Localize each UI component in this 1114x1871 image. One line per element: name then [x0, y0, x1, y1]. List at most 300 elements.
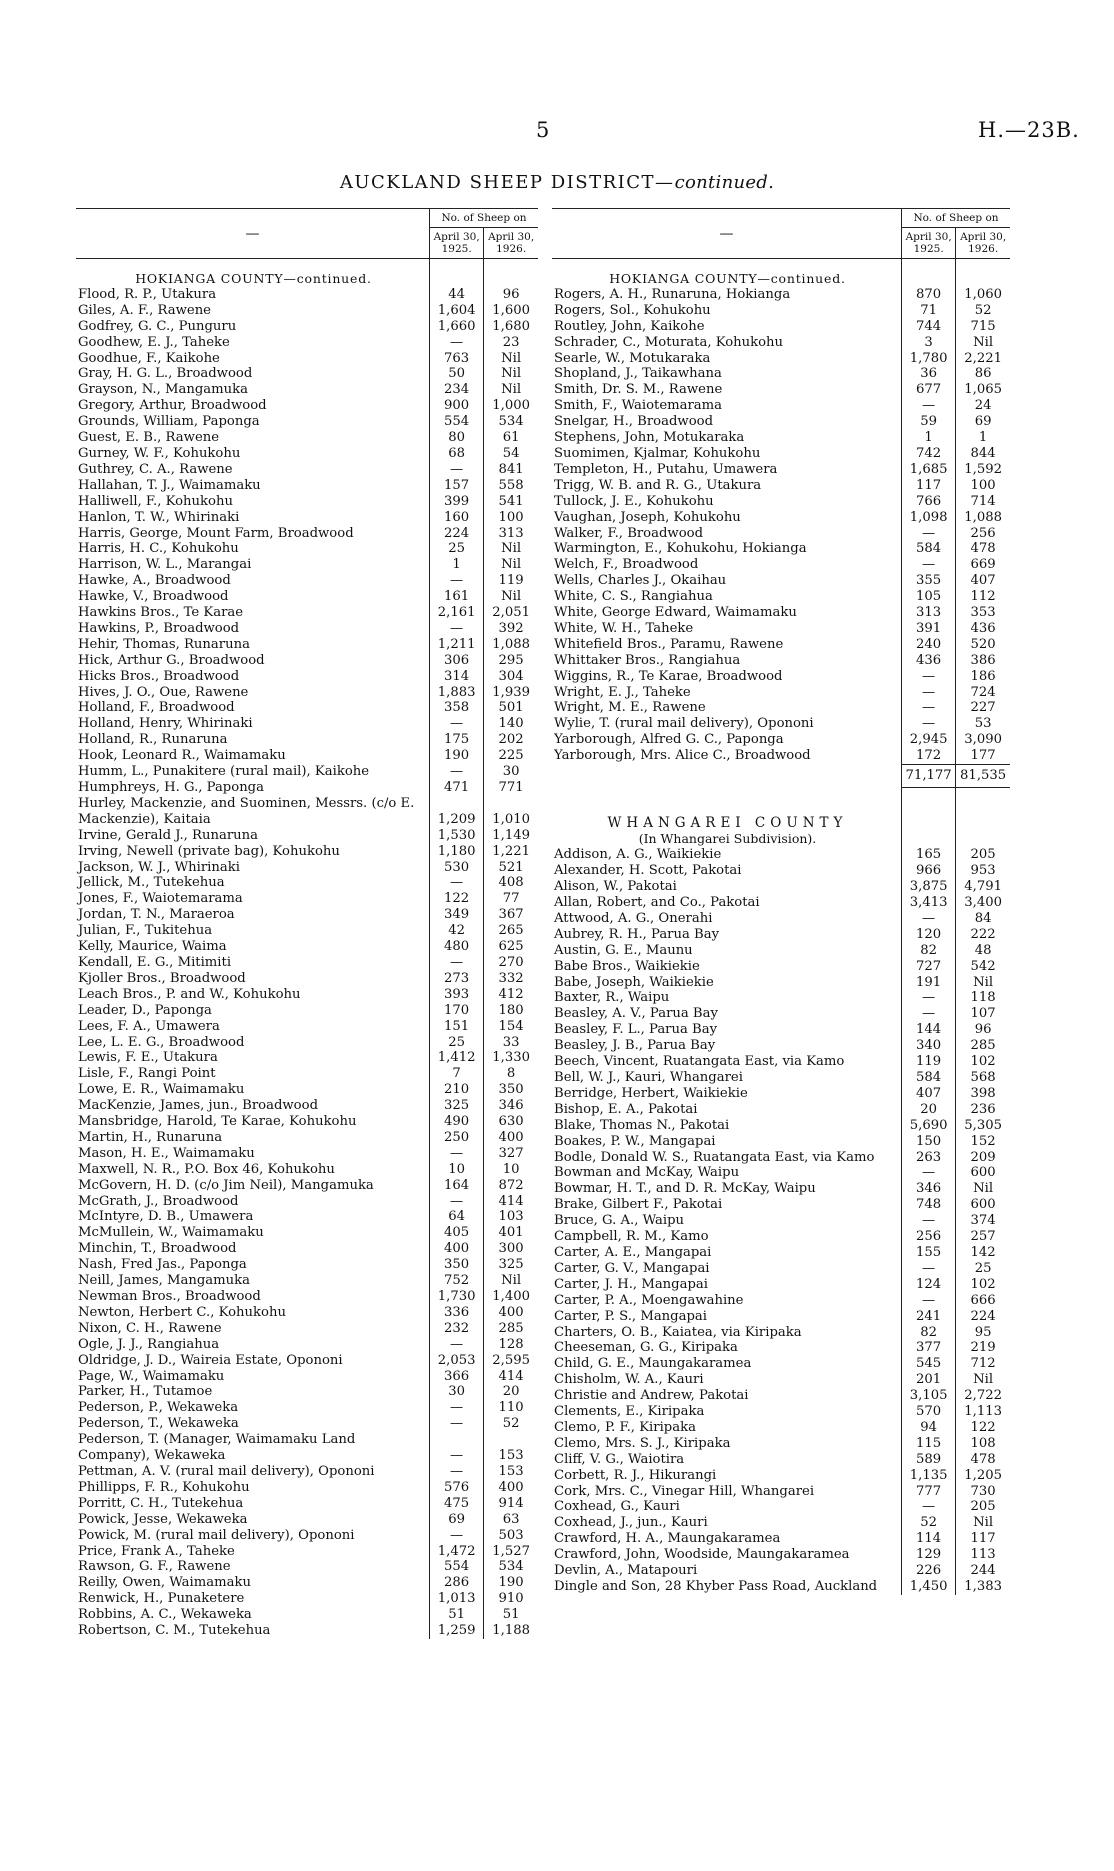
table-row	[552, 1309, 1010, 1325]
holder-name: White, George Edward, Waimamaku	[554, 605, 797, 621]
holder-name: Dingle and Son, 28 Khyber Pass Road, Auckland	[554, 1579, 878, 1594]
sheep-1925: 1,883	[430, 685, 484, 701]
sheep-1926: 350	[484, 1082, 538, 1098]
table-row	[76, 1130, 538, 1146]
holder-name: Crawford, H. A., Maungakaramea	[554, 1531, 781, 1547]
sheep-1925: 2,053	[430, 1353, 484, 1369]
table-row	[552, 927, 1010, 943]
sheep-1926: 1,088	[956, 510, 1010, 526]
holder-name: Hanlon, T. W., Whirinaki	[78, 509, 240, 525]
sheep-1926: 54	[484, 446, 538, 462]
table-row	[552, 943, 1010, 959]
holder-name: McGovern, H. D. (c/o Jim Neil), Mangamuka	[78, 1177, 374, 1193]
sheep-1925: 20	[902, 1102, 956, 1118]
holder-name: Reilly, Owen, Waimamaku	[78, 1575, 251, 1591]
right-column	[552, 208, 1010, 1595]
sheep-1925: 165	[902, 847, 956, 863]
sheep-1925: —	[902, 990, 956, 1006]
table-row	[552, 605, 1010, 621]
sheep-1925: 234	[430, 382, 484, 398]
sheep-1926: 285	[956, 1038, 1010, 1054]
holder-name: Goodhew, E. J., Taheke	[78, 334, 230, 350]
holder-name: Newman Bros., Broadwood	[78, 1289, 261, 1304]
holder-name: Price, Frank A., Taheke	[78, 1543, 235, 1559]
sheep-1926: 730	[956, 1484, 1010, 1500]
holder-name: Mansbridge, Harold, Te Karae, Kohukohu	[78, 1114, 357, 1130]
sheep-1926: 96	[484, 287, 538, 303]
table-row	[552, 335, 1010, 351]
table-row	[76, 1337, 538, 1353]
table-row	[76, 1496, 538, 1512]
table-row	[76, 1480, 538, 1496]
sheep-1925: —	[902, 911, 956, 927]
sheep-1926: 244	[956, 1563, 1010, 1579]
sheep-1926: 23	[484, 335, 538, 351]
column-dash: —	[76, 209, 430, 259]
table-row	[76, 796, 538, 828]
subdivision-note: (In Whangarei Subdivision).	[638, 831, 817, 847]
holder-name: Kendall, E. G., Mitimiti	[78, 954, 232, 970]
sheep-1926: Nil	[484, 351, 538, 367]
table-row	[552, 637, 1010, 653]
sheep-1926: Nil	[956, 1372, 1010, 1388]
sheep-1925: 71	[902, 303, 956, 319]
sheep-1925: 1,211	[430, 637, 484, 653]
holder-name: Addison, A. G., Waikiekie	[554, 847, 722, 863]
sheep-1925: 766	[902, 494, 956, 510]
sheep-1926: 400	[484, 1130, 538, 1146]
sheep-1926: 227	[956, 700, 1010, 716]
sheep-count-heading: No. of Sheep on	[430, 209, 539, 228]
sheep-1925: 150	[902, 1134, 956, 1150]
sheep-1925: 161	[430, 589, 484, 605]
holder-name: Boakes, P. W., Mangapai	[554, 1133, 716, 1149]
holder-name: Clements, E., Kiripaka	[554, 1404, 705, 1420]
sheep-1925: —	[430, 764, 484, 780]
sheep-1926: 84	[956, 911, 1010, 927]
total-1926: 81,535	[956, 765, 1010, 788]
table-row	[76, 1066, 538, 1082]
sheep-1925: 172	[902, 748, 956, 764]
table-row	[76, 1623, 538, 1639]
table-row	[76, 907, 538, 923]
table-row	[552, 510, 1010, 526]
sheep-1925: 475	[430, 1496, 484, 1512]
sheep-1925: 155	[902, 1245, 956, 1261]
sheep-1926: 414	[484, 1369, 538, 1385]
sheep-1926: 1,939	[484, 685, 538, 701]
sheep-1925: 3,413	[902, 895, 956, 911]
table-row	[76, 923, 538, 939]
table-row	[76, 414, 538, 430]
holder-name: Carter, G. V., Mangapai	[554, 1260, 710, 1276]
sheep-1925: —	[902, 1165, 956, 1181]
sheep-1925: —	[902, 557, 956, 573]
table-row	[76, 446, 538, 462]
holder-name: Schrader, C., Moturata, Kohukohu	[554, 334, 784, 350]
holder-name: Crawford, John, Woodside, Maungakaramea	[554, 1547, 850, 1563]
table-row	[552, 287, 1010, 303]
sheep-1925: 346	[902, 1181, 956, 1197]
sheep-1925: 744	[902, 319, 956, 335]
sheep-1925: 870	[902, 287, 956, 303]
table-row	[76, 891, 538, 907]
table-row	[552, 669, 1010, 685]
sheep-1925: 570	[902, 1404, 956, 1420]
sheep-1926: 20	[484, 1384, 538, 1400]
sheep-1926: 128	[484, 1337, 538, 1353]
sheep-1925: —	[902, 526, 956, 542]
sheep-1926: 325	[484, 1257, 538, 1273]
sheep-1925: 201	[902, 1372, 956, 1388]
sheep-1925: 68	[430, 446, 484, 462]
holder-name: Hawkins Bros., Te Karae	[78, 605, 244, 621]
sheep-1925: 1,135	[902, 1468, 956, 1484]
sheep-1925: 1,412	[430, 1050, 484, 1066]
table-row	[76, 462, 538, 478]
sheep-1925: 3,875	[902, 879, 956, 895]
holder-name: Harris, George, Mount Farm, Broadwood	[78, 525, 354, 541]
county-total-row	[552, 765, 1010, 788]
sheep-1925: 5,690	[902, 1118, 956, 1134]
sheep-1925: —	[430, 1432, 484, 1464]
sheep-1925: —	[430, 1416, 484, 1432]
holder-name: Grounds, William, Paponga	[78, 414, 260, 430]
table-row	[76, 860, 538, 876]
report-reference: H.—23B.	[978, 118, 1080, 142]
sheep-1925: 44	[430, 287, 484, 303]
table-row	[76, 939, 538, 955]
holder-name: Rogers, A. H., Runaruna, Hokianga	[554, 286, 791, 302]
holder-name: Bowman and McKay, Waipu	[554, 1165, 740, 1181]
sheep-1926: 844	[956, 446, 1010, 462]
sheep-1926: 400	[484, 1305, 538, 1321]
sheep-1925: —	[902, 685, 956, 701]
holder-name: Carter, P. A., Moengawahine	[554, 1292, 744, 1308]
sheep-1925: 1,660	[430, 319, 484, 335]
table-row	[552, 1006, 1010, 1022]
table-row	[76, 1544, 538, 1560]
holder-name: MacKenzie, James, jun., Broadwood	[78, 1098, 319, 1114]
sheep-1925: 313	[902, 605, 956, 621]
sheep-1925: 52	[902, 1515, 956, 1531]
table-row	[552, 1277, 1010, 1293]
table-row	[76, 621, 538, 637]
sheep-1926: 100	[484, 510, 538, 526]
sheep-1925: 530	[430, 860, 484, 876]
sheep-1925: 64	[430, 1209, 484, 1225]
sheep-1926: 77	[484, 891, 538, 907]
holder-name: Routley, John, Kaikohe	[554, 318, 705, 334]
holder-name: Hawke, A., Broadwood	[78, 573, 231, 589]
sheep-1926: 154	[484, 1019, 538, 1035]
table-row	[552, 573, 1010, 589]
holder-name: Warmington, E., Kohukohu, Hokianga	[554, 541, 807, 557]
sheep-1926: 1,113	[956, 1404, 1010, 1420]
sheep-1925: 36	[902, 366, 956, 382]
sheep-1925: 1,098	[902, 510, 956, 526]
holder-name: Whittaker Bros., Rangiahua	[554, 652, 741, 668]
sheep-1926: 122	[956, 1420, 1010, 1436]
sheep-1926: 25	[956, 1261, 1010, 1277]
sheep-1925: 350	[430, 1257, 484, 1273]
table-row	[552, 1070, 1010, 1086]
title-continued: continued.	[674, 172, 775, 193]
holder-name: Gregory, Arthur, Broadwood	[78, 398, 267, 414]
holder-name: Beech, Vincent, Ruatangata East, via Kamo	[554, 1054, 845, 1070]
holder-name: Suomimen, Kjalmar, Kohukohu	[554, 445, 761, 461]
holder-name: Powick, Jesse, Wekaweka	[78, 1511, 248, 1527]
table-row	[552, 847, 1010, 863]
table-row	[552, 446, 1010, 462]
sheep-1926: 177	[956, 748, 1010, 764]
total-1925: 71,177	[902, 765, 956, 788]
column-1925-heading: April 30, 1925.	[902, 228, 956, 259]
holder-name: Alexander, H. Scott, Pakotai	[554, 863, 742, 879]
table-row	[76, 1098, 538, 1114]
sheep-1925: 241	[902, 1309, 956, 1325]
holder-name: Hawke, V., Broadwood	[78, 589, 229, 605]
table-row	[76, 351, 538, 367]
sheep-1926: 95	[956, 1325, 1010, 1341]
sheep-1926: 1	[956, 430, 1010, 446]
table-row	[76, 589, 538, 605]
sheep-1926: 1,010	[484, 796, 538, 828]
table-row	[552, 1499, 1010, 1515]
holder-name: Renwick, H., Punaketere	[78, 1591, 245, 1607]
sheep-1925: —	[430, 716, 484, 732]
holder-name: Gurney, W. F., Kohukohu	[78, 445, 241, 461]
holder-name: White, C. S., Rangiahua	[554, 589, 713, 605]
sheep-1926: 225	[484, 748, 538, 764]
sheep-1925: 576	[430, 1480, 484, 1496]
table-row	[76, 382, 538, 398]
table-row	[76, 637, 538, 653]
holder-name: Hick, Arthur G., Broadwood	[78, 652, 265, 668]
sheep-1926: 119	[484, 573, 538, 589]
holder-name: Mason, H. E., Waimamaku	[78, 1145, 255, 1161]
sheep-1925: 900	[430, 398, 484, 414]
table-row	[76, 1353, 538, 1369]
sheep-1925: 554	[430, 1559, 484, 1575]
sheep-1925: 545	[902, 1356, 956, 1372]
sheep-1925: —	[430, 875, 484, 891]
sheep-1926: 558	[484, 478, 538, 494]
holder-name: Harris, H. C., Kohukohu	[78, 541, 239, 557]
sheep-1925: 366	[430, 1369, 484, 1385]
holder-name: Newton, Herbert C., Kohukohu	[78, 1304, 286, 1320]
sheep-1925: 105	[902, 589, 956, 605]
holder-name: Hallahan, T. J., Waimamaku	[78, 477, 261, 493]
sheep-1925: 25	[430, 1035, 484, 1051]
sheep-1926: Nil	[956, 335, 1010, 351]
sheep-1926: 600	[956, 1197, 1010, 1213]
sheep-1926: 52	[956, 303, 1010, 319]
table-row	[76, 971, 538, 987]
table-row	[552, 494, 1010, 510]
table-row	[552, 911, 1010, 927]
sheep-1925: 42	[430, 923, 484, 939]
holder-name: Carter, A. E., Mangapai	[554, 1244, 712, 1260]
sheep-1926: 265	[484, 923, 538, 939]
sheep-1926: 153	[484, 1432, 538, 1464]
sheep-1926: 841	[484, 462, 538, 478]
table-row	[76, 1082, 538, 1098]
sheep-1926: 478	[956, 541, 1010, 557]
sheep-1926: 386	[956, 653, 1010, 669]
holder-name: White, W. H., Taheke	[554, 620, 694, 636]
sheep-1925: 117	[902, 478, 956, 494]
holder-name: Powick, M. (rural mail delivery), Opononi	[78, 1527, 355, 1543]
sheep-1925: 677	[902, 382, 956, 398]
sheep-1925: 1,604	[430, 303, 484, 319]
sheep-1926: 534	[484, 414, 538, 430]
sheep-1926: Nil	[484, 541, 538, 557]
sheep-1925: —	[430, 1464, 484, 1480]
table-row	[76, 700, 538, 716]
sheep-1926: 1,188	[484, 1623, 538, 1639]
sheep-1926: 771	[484, 780, 538, 796]
holder-name: Bowmar, H. T., and D. R. McKay, Waipu	[554, 1181, 816, 1197]
sheep-1925: 2,945	[902, 732, 956, 748]
sheep-1926: 1,383	[956, 1579, 1010, 1595]
holder-name: Carter, J. H., Mangapai	[554, 1276, 709, 1292]
sheep-1925: —	[902, 716, 956, 732]
sheep-1925: 405	[430, 1225, 484, 1241]
holder-name: Minchin, T., Broadwood	[78, 1241, 237, 1257]
sheep-1925: 144	[902, 1022, 956, 1038]
holder-name: Robbins, A. C., Wekaweka	[78, 1607, 252, 1623]
sheep-1925: —	[902, 1261, 956, 1277]
table-row	[76, 573, 538, 589]
sheep-1925: 777	[902, 1484, 956, 1500]
table-row	[552, 1484, 1010, 1500]
sheep-1925: 115	[902, 1436, 956, 1452]
sheep-1925: 250	[430, 1130, 484, 1146]
column-1926-heading: April 30, 1926.	[956, 228, 1010, 259]
sheep-1926: Nil	[956, 1515, 1010, 1531]
sheep-1925: 349	[430, 907, 484, 923]
holder-name: Giles, A. F., Rawene	[78, 302, 211, 318]
sheep-1925: 1,259	[430, 1623, 484, 1639]
sheep-1926: 304	[484, 669, 538, 685]
sheep-1925: 355	[902, 573, 956, 589]
table-row	[552, 621, 1010, 637]
sheep-1926: 186	[956, 669, 1010, 685]
sheep-1926: 103	[484, 1209, 538, 1225]
title-main: AUCKLAND SHEEP DISTRICT—	[339, 172, 675, 193]
sheep-1925: 160	[430, 510, 484, 526]
sheep-1925: —	[430, 1528, 484, 1544]
holder-name: Holland, F., Broadwood	[78, 700, 235, 716]
table-row	[552, 398, 1010, 414]
holder-name: Tullock, J. E., Kohukohu	[554, 493, 714, 509]
sheep-1925: —	[430, 621, 484, 637]
holder-name: Searle, W., Motukaraka	[554, 350, 711, 366]
holder-name: Guest, E. B., Rawene	[78, 430, 220, 446]
sheep-1925: —	[902, 398, 956, 414]
sheep-1925: 286	[430, 1575, 484, 1591]
county-heading: HOKIANGA COUNTY—continued.	[609, 271, 846, 286]
sheep-1925: —	[430, 335, 484, 351]
sheep-1925: 358	[430, 700, 484, 716]
sheep-1925: 30	[430, 1384, 484, 1400]
table-row	[76, 1257, 538, 1273]
sheep-1925: 10	[430, 1162, 484, 1178]
table-row	[76, 1114, 538, 1130]
sheep-1926: Nil	[484, 589, 538, 605]
sheep-1926: 542	[956, 959, 1010, 975]
sheep-1926: 1,221	[484, 844, 538, 860]
column-dash: —	[552, 209, 902, 259]
sheep-1925: —	[430, 573, 484, 589]
sheep-1925: 25	[430, 541, 484, 557]
sheep-1926: 190	[484, 1575, 538, 1591]
holder-name: Flood, R. P., Utakura	[78, 286, 217, 302]
holder-name: Page, W., Waimamaku	[78, 1368, 225, 1384]
holder-name: Pederson, T. (Manager, Waimamaku Land Company), Wekaweka	[78, 1432, 356, 1464]
sheep-1925: 1,209	[430, 796, 484, 828]
holder-name: Holland, R., Runaruna	[78, 732, 228, 748]
table-row	[552, 1404, 1010, 1420]
sheep-1926: 1,000	[484, 398, 538, 414]
table-row	[552, 700, 1010, 716]
holder-name: Hurley, Mackenzie, and Suominen, Messrs. (c/o E. Mackenzie), Kaitaia	[78, 795, 415, 827]
holder-name: Humm, L., Punakitere (rural mail), Kaikohe	[78, 764, 370, 780]
sheep-1925: 400	[430, 1241, 484, 1257]
sheep-1926: 953	[956, 863, 1010, 879]
sheep-1925: 471	[430, 780, 484, 796]
table-row	[76, 732, 538, 748]
sheep-1925: 742	[902, 446, 956, 462]
holder-name: Austin, G. E., Maunu	[554, 942, 693, 958]
holder-name: Kelly, Maurice, Waima	[78, 939, 227, 955]
sheep-1926: 374	[956, 1213, 1010, 1229]
sheep-1925: 377	[902, 1340, 956, 1356]
left-table-body	[76, 259, 538, 1639]
sheep-1926: 724	[956, 685, 1010, 701]
sheep-1925: 1	[430, 557, 484, 573]
sheep-1925: 226	[902, 1563, 956, 1579]
holder-name: Hicks Bros., Broadwood	[78, 668, 240, 684]
holder-name: Smith, F., Waiotemarama	[554, 398, 723, 414]
sheep-1925: 120	[902, 927, 956, 943]
sheep-1926: 503	[484, 1528, 538, 1544]
table-row	[552, 430, 1010, 446]
sheep-1925: 210	[430, 1082, 484, 1098]
sheep-1925: 1,780	[902, 351, 956, 367]
sheep-1926: 224	[956, 1309, 1010, 1325]
sheep-1926: 96	[956, 1022, 1010, 1038]
table-row	[76, 319, 538, 335]
holder-name: Irving, Newell (private bag), Kohukohu	[78, 843, 340, 859]
holder-name: Lowe, E. R., Waimamaku	[78, 1082, 245, 1098]
sheep-1925: 119	[902, 1054, 956, 1070]
table-row	[76, 1369, 538, 1385]
table-row	[552, 1468, 1010, 1484]
holder-name: Cork, Mrs. C., Vinegar Hill, Whangarei	[554, 1483, 815, 1499]
holder-name: Hook, Leonard R., Waimamaku	[78, 748, 286, 764]
sheep-1925: 240	[902, 637, 956, 653]
table-row	[76, 1178, 538, 1194]
sheep-1926: 1,149	[484, 828, 538, 844]
holder-name: Hehir, Thomas, Runaruna	[78, 636, 250, 652]
sheep-1925: 80	[430, 430, 484, 446]
holder-name: Humphreys, H. G., Paponga	[78, 780, 264, 795]
sheep-1926: 1,600	[484, 303, 538, 319]
sheep-1926: 24	[956, 398, 1010, 414]
table-row	[76, 494, 538, 510]
